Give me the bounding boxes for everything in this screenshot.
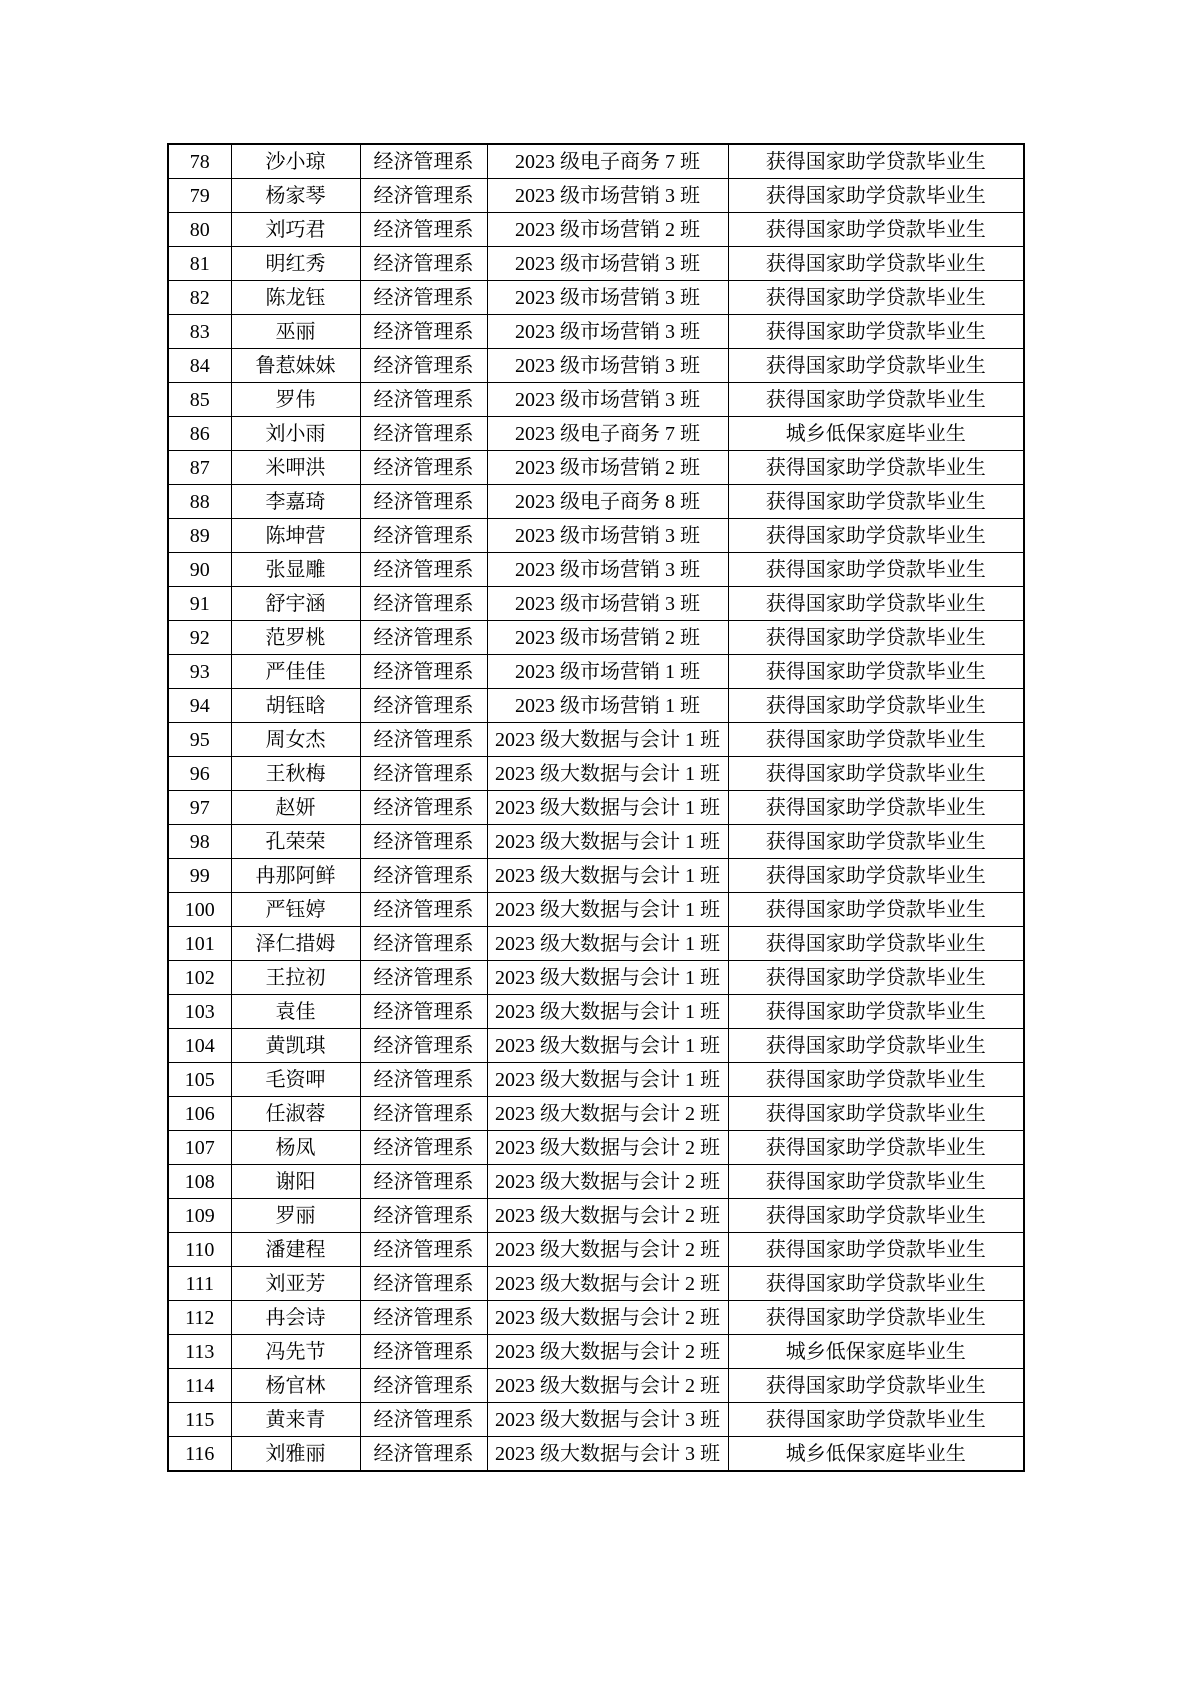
cell-student-name: 杨凤	[231, 1131, 360, 1165]
cell-class: 2023 级大数据与会计 2 班	[487, 1165, 728, 1199]
cell-class: 2023 级大数据与会计 1 班	[487, 757, 728, 791]
cell-student-name: 巫丽	[231, 315, 360, 349]
table-row	[168, 961, 1024, 995]
cell-row-number: 109	[168, 1199, 231, 1233]
cell-row-number: 95	[168, 723, 231, 757]
cell-category: 获得国家助学贷款毕业生	[728, 1369, 1024, 1403]
cell-category: 获得国家助学贷款毕业生	[728, 893, 1024, 927]
cell-class: 2023 级市场营销 1 班	[487, 655, 728, 689]
table-row	[168, 723, 1024, 757]
cell-student-name: 刘雅丽	[231, 1437, 360, 1472]
cell-category: 获得国家助学贷款毕业生	[728, 859, 1024, 893]
cell-class: 2023 级大数据与会计 2 班	[487, 1199, 728, 1233]
cell-row-number: 97	[168, 791, 231, 825]
cell-row-number: 87	[168, 451, 231, 485]
cell-row-number: 80	[168, 213, 231, 247]
cell-department: 经济管理系	[360, 825, 487, 859]
cell-class: 2023 级市场营销 1 班	[487, 689, 728, 723]
cell-class: 2023 级大数据与会计 3 班	[487, 1403, 728, 1437]
cell-class: 2023 级大数据与会计 3 班	[487, 1437, 728, 1472]
cell-category: 获得国家助学贷款毕业生	[728, 1029, 1024, 1063]
table-row	[168, 1029, 1024, 1063]
cell-class: 2023 级大数据与会计 2 班	[487, 1267, 728, 1301]
table-row	[168, 553, 1024, 587]
cell-department: 经济管理系	[360, 281, 487, 315]
cell-row-number: 112	[168, 1301, 231, 1335]
cell-row-number: 111	[168, 1267, 231, 1301]
cell-student-name: 李嘉琦	[231, 485, 360, 519]
cell-department: 经济管理系	[360, 689, 487, 723]
cell-row-number: 110	[168, 1233, 231, 1267]
cell-row-number: 100	[168, 893, 231, 927]
cell-category: 获得国家助学贷款毕业生	[728, 1403, 1024, 1437]
cell-department: 经济管理系	[360, 587, 487, 621]
table-row	[168, 417, 1024, 451]
cell-category: 获得国家助学贷款毕业生	[728, 1233, 1024, 1267]
table-row	[168, 179, 1024, 213]
cell-department: 经济管理系	[360, 1301, 487, 1335]
cell-class: 2023 级大数据与会计 1 班	[487, 927, 728, 961]
cell-student-name: 冉会诗	[231, 1301, 360, 1335]
cell-class: 2023 级大数据与会计 1 班	[487, 859, 728, 893]
cell-row-number: 84	[168, 349, 231, 383]
cell-department: 经济管理系	[360, 1267, 487, 1301]
table-row	[168, 621, 1024, 655]
cell-student-name: 明红秀	[231, 247, 360, 281]
cell-class: 2023 级市场营销 3 班	[487, 315, 728, 349]
cell-department: 经济管理系	[360, 995, 487, 1029]
cell-department: 经济管理系	[360, 655, 487, 689]
cell-row-number: 96	[168, 757, 231, 791]
cell-student-name: 王拉初	[231, 961, 360, 995]
cell-category: 获得国家助学贷款毕业生	[728, 689, 1024, 723]
cell-category: 获得国家助学贷款毕业生	[728, 1131, 1024, 1165]
cell-department: 经济管理系	[360, 723, 487, 757]
cell-category: 获得国家助学贷款毕业生	[728, 247, 1024, 281]
cell-department: 经济管理系	[360, 961, 487, 995]
cell-class: 2023 级电子商务 7 班	[487, 417, 728, 451]
cell-class: 2023 级大数据与会计 2 班	[487, 1301, 728, 1335]
cell-student-name: 任淑蓉	[231, 1097, 360, 1131]
cell-student-name: 范罗桃	[231, 621, 360, 655]
cell-class: 2023 级大数据与会计 1 班	[487, 1063, 728, 1097]
cell-class: 2023 级市场营销 2 班	[487, 213, 728, 247]
cell-row-number: 85	[168, 383, 231, 417]
cell-category: 获得国家助学贷款毕业生	[728, 1165, 1024, 1199]
cell-category: 获得国家助学贷款毕业生	[728, 655, 1024, 689]
cell-row-number: 92	[168, 621, 231, 655]
table-row	[168, 1063, 1024, 1097]
cell-category: 获得国家助学贷款毕业生	[728, 1097, 1024, 1131]
table-row	[168, 791, 1024, 825]
cell-department: 经济管理系	[360, 417, 487, 451]
cell-category: 获得国家助学贷款毕业生	[728, 1063, 1024, 1097]
cell-row-number: 82	[168, 281, 231, 315]
table-row	[168, 383, 1024, 417]
cell-department: 经济管理系	[360, 485, 487, 519]
cell-category: 获得国家助学贷款毕业生	[728, 621, 1024, 655]
cell-department: 经济管理系	[360, 519, 487, 553]
table-row	[168, 893, 1024, 927]
cell-category: 获得国家助学贷款毕业生	[728, 995, 1024, 1029]
cell-category: 获得国家助学贷款毕业生	[728, 927, 1024, 961]
cell-department: 经济管理系	[360, 927, 487, 961]
cell-class: 2023 级大数据与会计 1 班	[487, 1029, 728, 1063]
cell-row-number: 83	[168, 315, 231, 349]
cell-department: 经济管理系	[360, 757, 487, 791]
cell-class: 2023 级市场营销 3 班	[487, 519, 728, 553]
cell-class: 2023 级大数据与会计 2 班	[487, 1335, 728, 1369]
cell-row-number: 116	[168, 1437, 231, 1472]
cell-category: 获得国家助学贷款毕业生	[728, 281, 1024, 315]
cell-student-name: 刘亚芳	[231, 1267, 360, 1301]
cell-department: 经济管理系	[360, 1165, 487, 1199]
cell-row-number: 91	[168, 587, 231, 621]
cell-student-name: 罗丽	[231, 1199, 360, 1233]
table-row	[168, 1437, 1024, 1472]
cell-student-name: 冯先节	[231, 1335, 360, 1369]
cell-department: 经济管理系	[360, 1029, 487, 1063]
cell-student-name: 谢阳	[231, 1165, 360, 1199]
cell-department: 经济管理系	[360, 1437, 487, 1472]
table-row	[168, 927, 1024, 961]
cell-class: 2023 级大数据与会计 2 班	[487, 1233, 728, 1267]
table-row	[168, 757, 1024, 791]
cell-department: 经济管理系	[360, 1131, 487, 1165]
cell-student-name: 王秋梅	[231, 757, 360, 791]
cell-student-name: 严钰婷	[231, 893, 360, 927]
cell-department: 经济管理系	[360, 247, 487, 281]
cell-class: 2023 级市场营销 2 班	[487, 451, 728, 485]
student-roster-table-body	[168, 144, 1024, 1471]
cell-row-number: 94	[168, 689, 231, 723]
cell-student-name: 黄来青	[231, 1403, 360, 1437]
cell-student-name: 罗伟	[231, 383, 360, 417]
cell-department: 经济管理系	[360, 621, 487, 655]
cell-row-number: 89	[168, 519, 231, 553]
cell-student-name: 袁佳	[231, 995, 360, 1029]
cell-class: 2023 级大数据与会计 1 班	[487, 791, 728, 825]
cell-row-number: 105	[168, 1063, 231, 1097]
cell-category: 获得国家助学贷款毕业生	[728, 723, 1024, 757]
cell-department: 经济管理系	[360, 1335, 487, 1369]
cell-row-number: 101	[168, 927, 231, 961]
table-row	[168, 1131, 1024, 1165]
table-row	[168, 1369, 1024, 1403]
cell-row-number: 81	[168, 247, 231, 281]
cell-row-number: 103	[168, 995, 231, 1029]
table-row	[168, 213, 1024, 247]
table-row	[168, 1267, 1024, 1301]
cell-category: 获得国家助学贷款毕业生	[728, 519, 1024, 553]
cell-row-number: 88	[168, 485, 231, 519]
table-row	[168, 859, 1024, 893]
cell-department: 经济管理系	[360, 315, 487, 349]
table-row	[168, 1097, 1024, 1131]
cell-row-number: 106	[168, 1097, 231, 1131]
cell-class: 2023 级电子商务 8 班	[487, 485, 728, 519]
cell-student-name: 刘巧君	[231, 213, 360, 247]
student-roster-table	[167, 143, 1025, 1472]
table-row	[168, 995, 1024, 1029]
cell-category: 获得国家助学贷款毕业生	[728, 179, 1024, 213]
cell-department: 经济管理系	[360, 859, 487, 893]
cell-student-name: 杨家琴	[231, 179, 360, 213]
cell-class: 2023 级大数据与会计 2 班	[487, 1369, 728, 1403]
cell-class: 2023 级大数据与会计 1 班	[487, 723, 728, 757]
cell-row-number: 78	[168, 144, 231, 179]
cell-student-name: 沙小琼	[231, 144, 360, 179]
cell-row-number: 99	[168, 859, 231, 893]
table-row	[168, 1403, 1024, 1437]
cell-student-name: 陈龙钰	[231, 281, 360, 315]
cell-student-name: 米呷洪	[231, 451, 360, 485]
cell-student-name: 周女杰	[231, 723, 360, 757]
cell-category: 城乡低保家庭毕业生	[728, 1437, 1024, 1472]
cell-category: 获得国家助学贷款毕业生	[728, 587, 1024, 621]
cell-row-number: 90	[168, 553, 231, 587]
cell-student-name: 泽仁措姆	[231, 927, 360, 961]
cell-row-number: 79	[168, 179, 231, 213]
table-row	[168, 587, 1024, 621]
cell-category: 获得国家助学贷款毕业生	[728, 553, 1024, 587]
table-row	[168, 349, 1024, 383]
cell-student-name: 孔荣荣	[231, 825, 360, 859]
cell-row-number: 98	[168, 825, 231, 859]
table-row	[168, 689, 1024, 723]
cell-category: 获得国家助学贷款毕业生	[728, 485, 1024, 519]
cell-row-number: 107	[168, 1131, 231, 1165]
table-row	[168, 1199, 1024, 1233]
cell-row-number: 108	[168, 1165, 231, 1199]
cell-department: 经济管理系	[360, 1097, 487, 1131]
cell-category: 城乡低保家庭毕业生	[728, 1335, 1024, 1369]
cell-class: 2023 级大数据与会计 1 班	[487, 825, 728, 859]
cell-category: 获得国家助学贷款毕业生	[728, 451, 1024, 485]
cell-class: 2023 级大数据与会计 1 班	[487, 961, 728, 995]
cell-class: 2023 级市场营销 3 班	[487, 383, 728, 417]
cell-department: 经济管理系	[360, 1403, 487, 1437]
cell-category: 城乡低保家庭毕业生	[728, 417, 1024, 451]
cell-student-name: 赵妍	[231, 791, 360, 825]
cell-category: 获得国家助学贷款毕业生	[728, 791, 1024, 825]
table-row	[168, 1335, 1024, 1369]
cell-class: 2023 级大数据与会计 2 班	[487, 1097, 728, 1131]
cell-department: 经济管理系	[360, 383, 487, 417]
table-row	[168, 144, 1024, 179]
cell-student-name: 毛资呷	[231, 1063, 360, 1097]
cell-row-number: 102	[168, 961, 231, 995]
cell-class: 2023 级市场营销 3 班	[487, 349, 728, 383]
cell-student-name: 张显雕	[231, 553, 360, 587]
cell-department: 经济管理系	[360, 791, 487, 825]
cell-category: 获得国家助学贷款毕业生	[728, 1301, 1024, 1335]
table-row	[168, 247, 1024, 281]
cell-class: 2023 级大数据与会计 1 班	[487, 995, 728, 1029]
cell-row-number: 114	[168, 1369, 231, 1403]
table-row	[168, 1233, 1024, 1267]
cell-department: 经济管理系	[360, 1063, 487, 1097]
cell-class: 2023 级市场营销 3 班	[487, 553, 728, 587]
cell-student-name: 冉那阿鲜	[231, 859, 360, 893]
cell-category: 获得国家助学贷款毕业生	[728, 213, 1024, 247]
table-row	[168, 1301, 1024, 1335]
table-row	[168, 485, 1024, 519]
table-row	[168, 1165, 1024, 1199]
cell-department: 经济管理系	[360, 451, 487, 485]
cell-student-name: 舒宇涵	[231, 587, 360, 621]
table-row	[168, 519, 1024, 553]
cell-class: 2023 级市场营销 3 班	[487, 281, 728, 315]
table-row	[168, 825, 1024, 859]
cell-student-name: 刘小雨	[231, 417, 360, 451]
table-row	[168, 451, 1024, 485]
cell-category: 获得国家助学贷款毕业生	[728, 383, 1024, 417]
cell-student-name: 鲁惹妹妹	[231, 349, 360, 383]
cell-class: 2023 级市场营销 2 班	[487, 621, 728, 655]
cell-row-number: 113	[168, 1335, 231, 1369]
cell-student-name: 杨官林	[231, 1369, 360, 1403]
cell-class: 2023 级市场营销 3 班	[487, 587, 728, 621]
cell-category: 获得国家助学贷款毕业生	[728, 825, 1024, 859]
cell-student-name: 潘建程	[231, 1233, 360, 1267]
cell-row-number: 93	[168, 655, 231, 689]
cell-department: 经济管理系	[360, 1199, 487, 1233]
cell-category: 获得国家助学贷款毕业生	[728, 757, 1024, 791]
cell-department: 经济管理系	[360, 179, 487, 213]
table-row	[168, 315, 1024, 349]
cell-class: 2023 级大数据与会计 1 班	[487, 893, 728, 927]
cell-category: 获得国家助学贷款毕业生	[728, 1199, 1024, 1233]
cell-department: 经济管理系	[360, 553, 487, 587]
cell-category: 获得国家助学贷款毕业生	[728, 144, 1024, 179]
cell-class: 2023 级大数据与会计 2 班	[487, 1131, 728, 1165]
table-row	[168, 281, 1024, 315]
cell-class: 2023 级电子商务 7 班	[487, 144, 728, 179]
cell-category: 获得国家助学贷款毕业生	[728, 961, 1024, 995]
cell-class: 2023 级市场营销 3 班	[487, 247, 728, 281]
cell-department: 经济管理系	[360, 349, 487, 383]
cell-category: 获得国家助学贷款毕业生	[728, 349, 1024, 383]
cell-class: 2023 级市场营销 3 班	[487, 179, 728, 213]
cell-row-number: 104	[168, 1029, 231, 1063]
cell-department: 经济管理系	[360, 213, 487, 247]
cell-department: 经济管理系	[360, 1233, 487, 1267]
cell-department: 经济管理系	[360, 144, 487, 179]
cell-row-number: 86	[168, 417, 231, 451]
cell-row-number: 115	[168, 1403, 231, 1437]
cell-student-name: 黄凯琪	[231, 1029, 360, 1063]
cell-category: 获得国家助学贷款毕业生	[728, 315, 1024, 349]
cell-department: 经济管理系	[360, 1369, 487, 1403]
table-row	[168, 655, 1024, 689]
cell-category: 获得国家助学贷款毕业生	[728, 1267, 1024, 1301]
cell-student-name: 陈坤营	[231, 519, 360, 553]
cell-student-name: 严佳佳	[231, 655, 360, 689]
cell-department: 经济管理系	[360, 893, 487, 927]
cell-student-name: 胡钰晗	[231, 689, 360, 723]
